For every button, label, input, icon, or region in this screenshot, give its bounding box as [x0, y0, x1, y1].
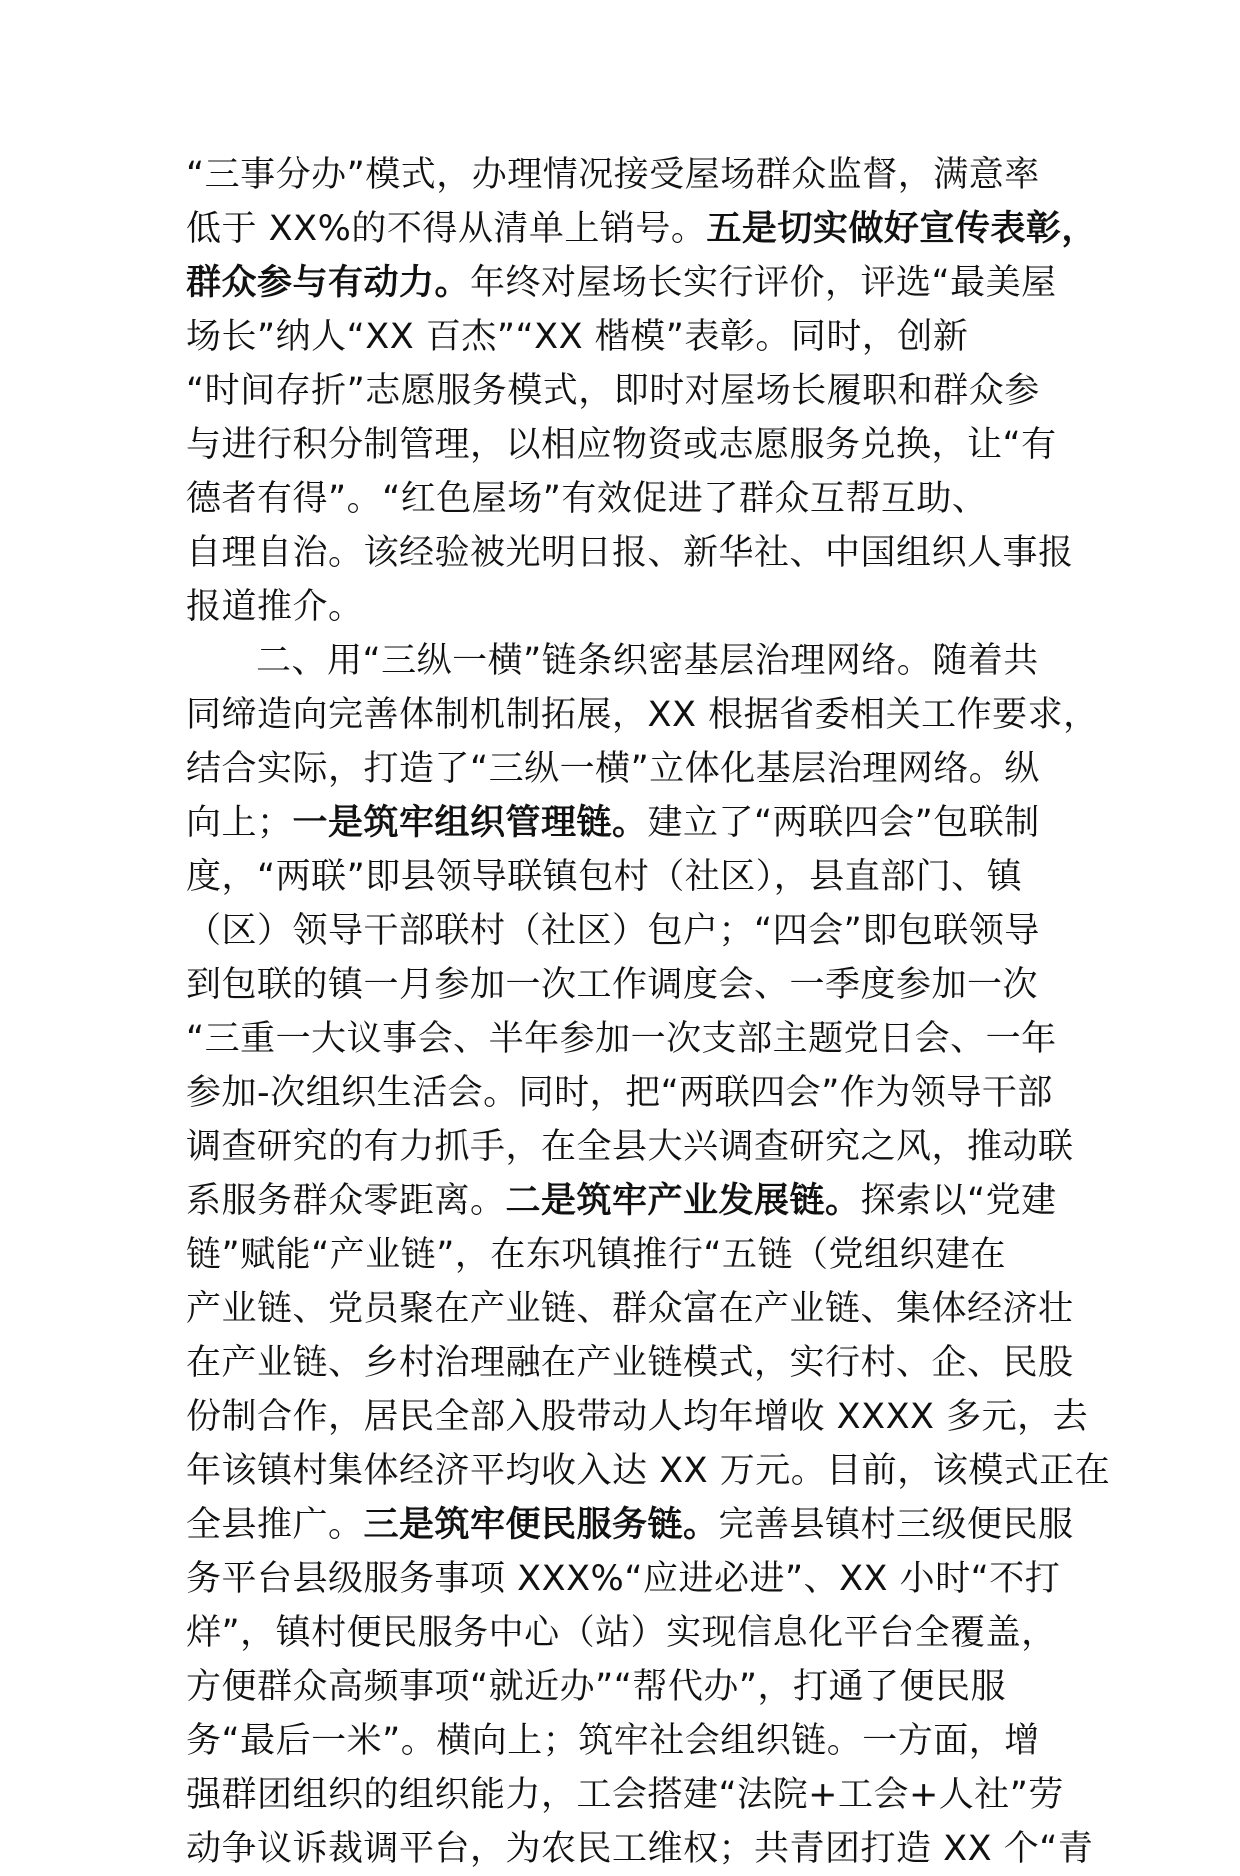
text-line — [186, 1714, 1066, 1768]
text-run: 向上； — [186, 803, 293, 843]
text-line — [186, 742, 1066, 796]
text-run: 报道推介。 — [186, 587, 364, 627]
text-line — [186, 1012, 1066, 1066]
text-run: 务平台县级服务事项 XXX%“应进必进”、XX 小时“不打 — [186, 1559, 1061, 1599]
text-run: 探索以“党建 — [860, 1181, 1057, 1221]
text-run: 度，“两联”即县领导联镇包村（社区），县直部门、镇 — [186, 857, 1023, 897]
text-run: 二、用“三纵一横”链条织密基层治理网络。随着共 — [256, 641, 1039, 681]
text-run: “三事分办”模式，办理情况接受屋场群众监督，满意率 — [186, 155, 1040, 195]
text-line — [186, 1228, 1066, 1282]
text-run: 调查研究的有力抓手，在全县大兴调查研究之风，推动联 — [186, 1127, 1074, 1167]
text-line — [186, 1282, 1074, 1336]
text-run: 德者有得”。“红色屋场”有效促进了群众互帮互助、 — [186, 479, 988, 519]
text-line — [186, 796, 1066, 850]
text-line — [186, 418, 1066, 472]
text-line — [186, 310, 1066, 364]
body-text — [186, 148, 1111, 1876]
text-run: 产业链、党员聚在产业链、群众富在产业链、集体经济壮 — [186, 1289, 1074, 1329]
bold-heading-run: 二是筑牢产业发展链。 — [505, 1181, 861, 1221]
text-line — [186, 256, 1066, 310]
text-run: 自理自治。该经验被光明日报、新华社、中国组织人事报 — [186, 533, 1074, 573]
text-run: “三重一大议事会、半年参加一次支部主题党日会、一年 — [186, 1019, 1057, 1059]
text-run: 场长”纳人“XX 百杰”“XX 楷模”表彰。同时，创新 — [186, 317, 969, 357]
text-line — [186, 1444, 1111, 1498]
text-run: 在产业链、乡村治理融在产业链模式，实行村、企、民股 — [186, 1343, 1074, 1383]
text-run: 务“最后一米”。横向上；筑牢社会组织链。一方面，增 — [186, 1721, 1040, 1761]
text-line — [186, 1120, 1074, 1174]
text-run: 到包联的镇一月参加一次工作调度会、一季度参加一次 — [186, 965, 1039, 1005]
text-line — [186, 1174, 1066, 1228]
text-run: 与进行积分制管理，以相应物资或志愿服务兑换，让“有 — [186, 425, 1057, 465]
text-line — [186, 526, 1074, 580]
text-run: 强群团组织的组织能力，工会搭建“法院+工会+人社”劳 — [186, 1775, 1064, 1815]
bold-heading-run: 一是筑牢组织管理链。 — [292, 803, 648, 843]
text-run: 年终对屋场长实行评价，评选“最美屋 — [470, 263, 1057, 303]
text-run: 参加-次组织生活会。同时，把“两联四会”作为领导干部 — [186, 1073, 1053, 1113]
text-run: 结合实际，打造了“三纵一横”立体化基层治理网络。纵 — [186, 749, 1040, 789]
text-run: 动争议诉裁调平台，为农民工维权；共青团打造 XX 个“青 — [186, 1829, 1094, 1869]
text-line — [186, 1768, 1066, 1822]
bold-heading-run: 群众参与有动力。 — [186, 263, 471, 303]
text-run: 方便群众高频事项“就近办”“帮代办”，打通了便民服 — [186, 1667, 1007, 1707]
text-line — [186, 1660, 1066, 1714]
text-run: 系服务群众零距离。 — [186, 1181, 506, 1221]
text-line — [186, 580, 1066, 634]
text-line — [186, 850, 1066, 904]
text-run: 完善县镇村三级便民服 — [718, 1505, 1074, 1545]
text-run: 建立了“两联四会”包联制 — [647, 803, 1040, 843]
text-run: （区）领导干部联村（社区）包户；“四会”即包联领导 — [186, 911, 1040, 951]
text-run: 份制合作，居民全部入股带动人均年增收 XXXX 多元，去 — [186, 1397, 1089, 1437]
text-line — [186, 1606, 1066, 1660]
bold-heading-run: 五是切实做好宣传表彰， — [706, 209, 1097, 249]
text-line — [186, 1336, 1074, 1390]
text-line — [186, 904, 1066, 958]
text-run: “时间存折”志愿服务模式，即时对屋场长履职和群众参 — [186, 371, 1040, 411]
section-heading-line — [186, 634, 1066, 688]
text-run: 同缔造向完善体制机制拓展，XX 根据省委相关工作要求， — [186, 695, 1099, 735]
bold-heading-run: 三是筑牢便民服务链。 — [363, 1505, 719, 1545]
text-line — [186, 472, 1066, 526]
text-line — [186, 958, 1066, 1012]
text-line — [186, 148, 1066, 202]
text-run: 年该镇村集体经济平均收入达 XX 万元。目前，该模式正在 — [186, 1451, 1111, 1491]
text-line — [186, 1390, 1089, 1444]
text-line — [186, 202, 1097, 256]
text-line — [186, 1822, 1094, 1876]
text-run: 链”赋能“产业链”，在东巩镇推行“五链（党组织建在 — [186, 1235, 1007, 1275]
text-line — [186, 1498, 1074, 1552]
text-line — [186, 1066, 1066, 1120]
text-run: 全县推广。 — [186, 1505, 364, 1545]
text-run: 烊”，镇村便民服务中心（站）实现信息化平台全覆盖， — [186, 1613, 1057, 1653]
text-line — [186, 364, 1066, 418]
text-line — [186, 688, 1099, 742]
text-run: 低于 XX%的不得从清单上销号。 — [186, 209, 707, 249]
text-line — [186, 1552, 1066, 1606]
